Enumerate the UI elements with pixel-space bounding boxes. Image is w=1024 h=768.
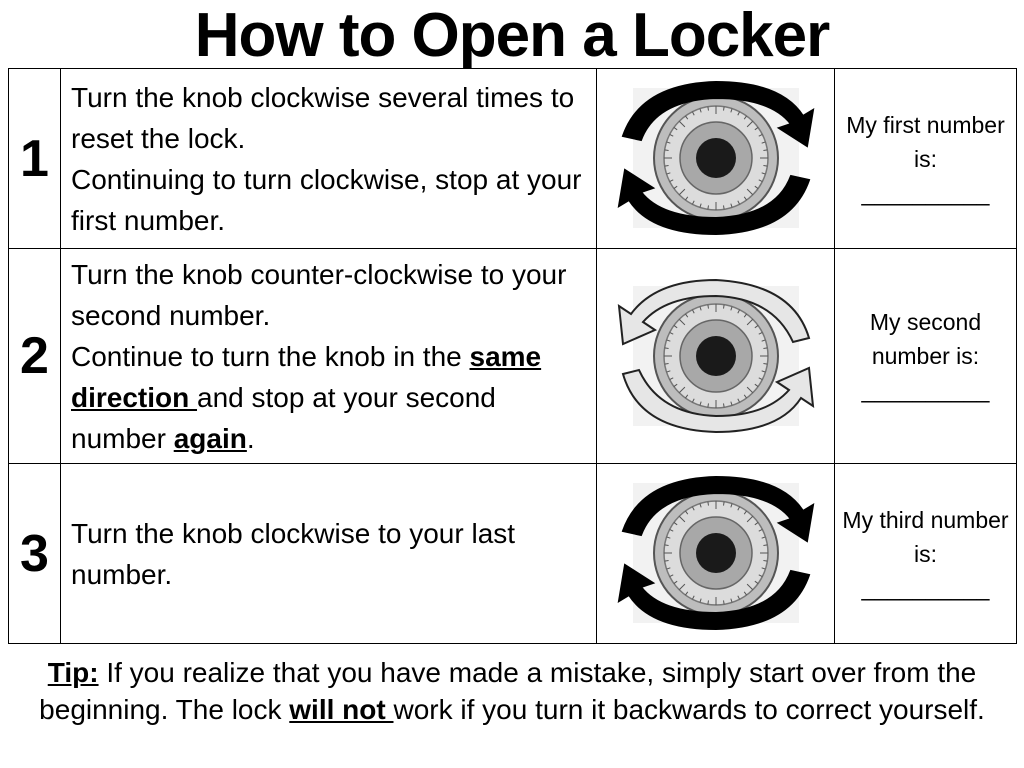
- instruction-line: Continuing to turn clockwise, stop at your first number.: [71, 163, 582, 236]
- emphasis-again: again: [173, 422, 247, 454]
- dial-tick: [664, 363, 668, 364]
- instruction-line: Turn the knob counter-clockwise to your second number.: [71, 258, 567, 331]
- step-image-cell: [597, 464, 835, 644]
- dial-tick: [723, 205, 724, 209]
- dial-tick: [664, 545, 668, 546]
- dial-tick: [763, 166, 767, 167]
- step-row-2: [9, 249, 1017, 464]
- dial-tick: [664, 561, 668, 562]
- step-instructions: [61, 249, 597, 464]
- note-label: My first number is:: [846, 111, 1005, 172]
- instruction-text: .: [246, 422, 255, 454]
- note-blank-line: __________: [861, 574, 990, 601]
- dial-tick: [707, 304, 708, 308]
- number-note: [835, 464, 1017, 644]
- dial-center: [696, 533, 736, 573]
- dial-tick: [707, 600, 708, 604]
- dial-tick: [723, 403, 724, 407]
- tip-paragraph: [0, 654, 1024, 728]
- instruction-line: [71, 336, 586, 459]
- dial-tick: [763, 347, 767, 348]
- dial-counterclockwise-arrows-icon: [611, 274, 821, 439]
- tip-text: work if you turn it backwards to correct yourself.: [393, 694, 985, 725]
- dial-tick: [723, 502, 724, 506]
- emphasis-same-direction: same direction: [71, 340, 542, 413]
- instruction-line: Turn the knob clockwise to your last number.: [71, 517, 516, 590]
- dial-tick: [707, 403, 708, 407]
- dial-center: [696, 138, 736, 178]
- instruction-line: Turn the knob clockwise several times to reset the lock.: [71, 81, 575, 154]
- step-row-3: [9, 464, 1017, 644]
- dial-tick: [664, 347, 668, 348]
- tip-label: Tip:: [47, 657, 99, 688]
- step-row-1: [9, 69, 1017, 249]
- number-note: [835, 69, 1017, 249]
- step-number: 2: [9, 249, 61, 464]
- dial-tick: [664, 150, 668, 151]
- steps-table: [8, 68, 1017, 644]
- note-label: My second number is:: [869, 309, 982, 369]
- dial-tick: [707, 107, 708, 111]
- dial-center: [696, 336, 736, 376]
- dial-tick: [723, 107, 724, 111]
- dial-tick: [763, 363, 767, 364]
- page-title: How to Open a Locker: [194, 1, 830, 70]
- dial-tick: [763, 545, 767, 546]
- dial-tick: [763, 150, 767, 151]
- note-label: My third number is:: [842, 506, 1009, 567]
- step-image-cell: [597, 69, 835, 249]
- instruction-text: and stop at your second number: [71, 381, 496, 454]
- dial-tick: [723, 600, 724, 604]
- step-number: 1: [9, 69, 61, 249]
- tip-emphasis: will not: [289, 694, 394, 725]
- dial-clockwise-arrows-icon: [611, 76, 821, 241]
- step-instructions: [61, 464, 597, 644]
- dial-tick: [707, 205, 708, 209]
- number-note: [835, 249, 1017, 464]
- dial-tick: [707, 502, 708, 506]
- step-number: 3: [9, 464, 61, 644]
- instruction-text: Continue to turn the knob in the: [71, 340, 470, 372]
- note-blank-line: __________: [861, 179, 990, 206]
- dial-clockwise-arrows-icon: [611, 471, 821, 636]
- note-blank-line: __________: [861, 377, 990, 403]
- dial-tick: [723, 304, 724, 308]
- dial-tick: [763, 561, 767, 562]
- dial-tick: [664, 166, 668, 167]
- step-image-cell: [597, 249, 835, 464]
- tip-text: If you realize that you have made a mistake, simply start over from the beginning. The lock: [39, 657, 977, 725]
- step-instructions: [61, 69, 597, 249]
